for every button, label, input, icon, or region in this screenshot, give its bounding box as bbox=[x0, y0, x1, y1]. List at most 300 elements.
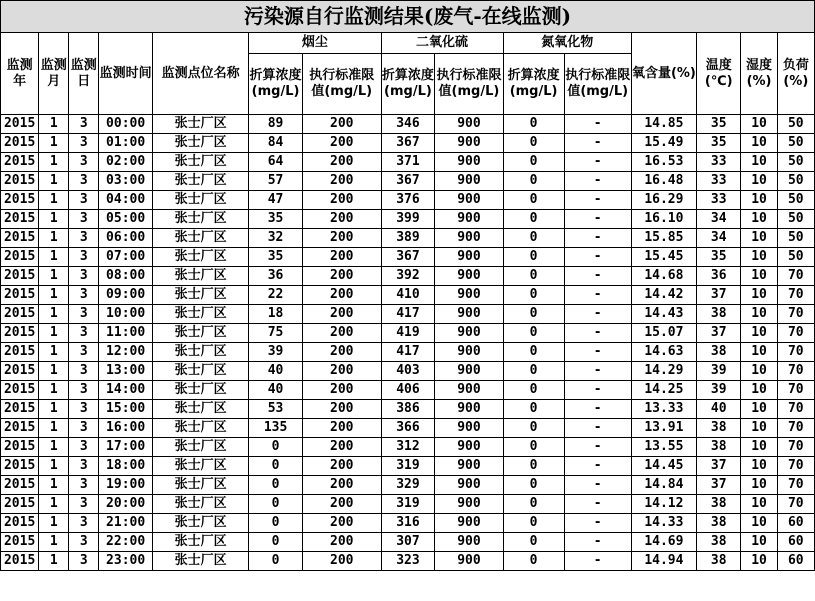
cell-so2-limit: 900 bbox=[435, 457, 503, 476]
cell-so2-limit: 900 bbox=[435, 438, 503, 457]
cell-site: 张士厂区 bbox=[153, 438, 249, 457]
cell-nox-limit: - bbox=[564, 438, 631, 457]
cell-time: 15:00 bbox=[99, 400, 153, 419]
cell-smoke-limit: 200 bbox=[302, 552, 381, 571]
cell-so2-conc: 319 bbox=[381, 495, 435, 514]
cell-time: 21:00 bbox=[99, 514, 153, 533]
cell-temp: 35 bbox=[696, 115, 740, 134]
cell-month: 1 bbox=[39, 495, 69, 514]
cell-time: 17:00 bbox=[99, 438, 153, 457]
cell-smoke-conc: 75 bbox=[249, 324, 303, 343]
table-row bbox=[1, 134, 815, 153]
cell-nox-limit: - bbox=[564, 381, 631, 400]
cell-time: 18:00 bbox=[99, 457, 153, 476]
cell-smoke-conc: 0 bbox=[249, 495, 303, 514]
cell-day: 3 bbox=[69, 343, 99, 362]
cell-load: 70 bbox=[777, 457, 814, 476]
table-row bbox=[1, 305, 815, 324]
cell-day: 3 bbox=[69, 362, 99, 381]
cell-time: 10:00 bbox=[99, 305, 153, 324]
cell-day: 3 bbox=[69, 495, 99, 514]
cell-nox-limit: - bbox=[564, 134, 631, 153]
header-month: 监测月 bbox=[39, 33, 69, 115]
cell-year: 2015 bbox=[1, 324, 39, 343]
cell-humidity: 10 bbox=[741, 286, 777, 305]
cell-site: 张士厂区 bbox=[153, 248, 249, 267]
cell-temp: 38 bbox=[696, 495, 740, 514]
cell-smoke-limit: 200 bbox=[302, 362, 381, 381]
monitoring-table bbox=[0, 32, 815, 571]
table-row bbox=[1, 438, 815, 457]
cell-month: 1 bbox=[39, 324, 69, 343]
cell-so2-limit: 900 bbox=[435, 248, 503, 267]
cell-so2-conc: 366 bbox=[381, 419, 435, 438]
cell-day: 3 bbox=[69, 210, 99, 229]
cell-smoke-limit: 200 bbox=[302, 457, 381, 476]
cell-site: 张士厂区 bbox=[153, 286, 249, 305]
cell-nox-conc: 0 bbox=[503, 324, 564, 343]
cell-time: 19:00 bbox=[99, 476, 153, 495]
cell-so2-limit: 900 bbox=[435, 229, 503, 248]
cell-temp: 38 bbox=[696, 419, 740, 438]
cell-smoke-limit: 200 bbox=[302, 324, 381, 343]
cell-time: 03:00 bbox=[99, 172, 153, 191]
header-humidity: 湿度(%) bbox=[741, 33, 777, 115]
cell-month: 1 bbox=[39, 419, 69, 438]
cell-site: 张士厂区 bbox=[153, 267, 249, 286]
cell-nox-limit: - bbox=[564, 229, 631, 248]
cell-time: 02:00 bbox=[99, 153, 153, 172]
cell-nox-limit: - bbox=[564, 514, 631, 533]
cell-nox-limit: - bbox=[564, 495, 631, 514]
cell-so2-conc: 417 bbox=[381, 305, 435, 324]
cell-nox-conc: 0 bbox=[503, 457, 564, 476]
header-smoke-conc: 折算浓度(mg/L) bbox=[249, 54, 303, 115]
cell-oxygen: 15.49 bbox=[631, 134, 696, 153]
cell-year: 2015 bbox=[1, 419, 39, 438]
cell-month: 1 bbox=[39, 514, 69, 533]
cell-year: 2015 bbox=[1, 457, 39, 476]
cell-site: 张士厂区 bbox=[153, 514, 249, 533]
cell-smoke-conc: 0 bbox=[249, 438, 303, 457]
cell-humidity: 10 bbox=[741, 267, 777, 286]
cell-so2-conc: 307 bbox=[381, 533, 435, 552]
cell-smoke-limit: 200 bbox=[302, 400, 381, 419]
cell-site: 张士厂区 bbox=[153, 381, 249, 400]
cell-time: 05:00 bbox=[99, 210, 153, 229]
cell-humidity: 10 bbox=[741, 495, 777, 514]
cell-month: 1 bbox=[39, 400, 69, 419]
cell-year: 2015 bbox=[1, 248, 39, 267]
cell-time: 13:00 bbox=[99, 362, 153, 381]
cell-nox-limit: - bbox=[564, 362, 631, 381]
cell-humidity: 10 bbox=[741, 210, 777, 229]
cell-day: 3 bbox=[69, 134, 99, 153]
cell-so2-conc: 329 bbox=[381, 476, 435, 495]
cell-month: 1 bbox=[39, 533, 69, 552]
cell-smoke-conc: 57 bbox=[249, 172, 303, 191]
cell-nox-conc: 0 bbox=[503, 400, 564, 419]
cell-year: 2015 bbox=[1, 172, 39, 191]
cell-month: 1 bbox=[39, 191, 69, 210]
cell-smoke-limit: 200 bbox=[302, 438, 381, 457]
cell-time: 04:00 bbox=[99, 191, 153, 210]
cell-nox-conc: 0 bbox=[503, 552, 564, 571]
table-row bbox=[1, 286, 815, 305]
table-row bbox=[1, 552, 815, 571]
cell-nox-conc: 0 bbox=[503, 419, 564, 438]
cell-temp: 33 bbox=[696, 172, 740, 191]
cell-nox-conc: 0 bbox=[503, 533, 564, 552]
cell-nox-conc: 0 bbox=[503, 115, 564, 134]
cell-smoke-limit: 200 bbox=[302, 229, 381, 248]
cell-load: 70 bbox=[777, 286, 814, 305]
cell-smoke-conc: 18 bbox=[249, 305, 303, 324]
cell-time: 01:00 bbox=[99, 134, 153, 153]
cell-load: 70 bbox=[777, 324, 814, 343]
cell-site: 张士厂区 bbox=[153, 419, 249, 438]
cell-oxygen: 14.85 bbox=[631, 115, 696, 134]
cell-site: 张士厂区 bbox=[153, 153, 249, 172]
cell-day: 3 bbox=[69, 514, 99, 533]
cell-smoke-limit: 200 bbox=[302, 381, 381, 400]
cell-temp: 38 bbox=[696, 552, 740, 571]
cell-oxygen: 14.29 bbox=[631, 362, 696, 381]
cell-smoke-limit: 200 bbox=[302, 305, 381, 324]
cell-smoke-conc: 89 bbox=[249, 115, 303, 134]
cell-load: 50 bbox=[777, 248, 814, 267]
cell-humidity: 10 bbox=[741, 343, 777, 362]
cell-humidity: 10 bbox=[741, 115, 777, 134]
cell-smoke-conc: 53 bbox=[249, 400, 303, 419]
cell-nox-limit: - bbox=[564, 324, 631, 343]
cell-nox-conc: 0 bbox=[503, 172, 564, 191]
cell-nox-conc: 0 bbox=[503, 343, 564, 362]
cell-time: 22:00 bbox=[99, 533, 153, 552]
cell-so2-conc: 367 bbox=[381, 172, 435, 191]
cell-smoke-limit: 200 bbox=[302, 210, 381, 229]
cell-year: 2015 bbox=[1, 343, 39, 362]
cell-nox-conc: 0 bbox=[503, 362, 564, 381]
cell-time: 12:00 bbox=[99, 343, 153, 362]
cell-day: 3 bbox=[69, 438, 99, 457]
cell-nox-limit: - bbox=[564, 457, 631, 476]
cell-year: 2015 bbox=[1, 533, 39, 552]
cell-day: 3 bbox=[69, 476, 99, 495]
cell-year: 2015 bbox=[1, 115, 39, 134]
cell-time: 11:00 bbox=[99, 324, 153, 343]
cell-year: 2015 bbox=[1, 400, 39, 419]
cell-year: 2015 bbox=[1, 210, 39, 229]
cell-so2-conc: 376 bbox=[381, 191, 435, 210]
cell-temp: 40 bbox=[696, 400, 740, 419]
cell-nox-conc: 0 bbox=[503, 191, 564, 210]
cell-oxygen: 15.45 bbox=[631, 248, 696, 267]
cell-site: 张士厂区 bbox=[153, 134, 249, 153]
cell-oxygen: 14.25 bbox=[631, 381, 696, 400]
cell-nox-conc: 0 bbox=[503, 305, 564, 324]
cell-humidity: 10 bbox=[741, 514, 777, 533]
cell-day: 3 bbox=[69, 419, 99, 438]
cell-load: 60 bbox=[777, 514, 814, 533]
cell-temp: 33 bbox=[696, 191, 740, 210]
cell-temp: 38 bbox=[696, 533, 740, 552]
header-load: 负荷(%) bbox=[777, 33, 814, 115]
cell-month: 1 bbox=[39, 115, 69, 134]
cell-nox-conc: 0 bbox=[503, 476, 564, 495]
table-row bbox=[1, 362, 815, 381]
cell-day: 3 bbox=[69, 286, 99, 305]
cell-nox-limit: - bbox=[564, 400, 631, 419]
cell-time: 00:00 bbox=[99, 115, 153, 134]
cell-site: 张士厂区 bbox=[153, 172, 249, 191]
cell-day: 3 bbox=[69, 381, 99, 400]
cell-smoke-limit: 200 bbox=[302, 514, 381, 533]
cell-smoke-limit: 200 bbox=[302, 476, 381, 495]
cell-time: 08:00 bbox=[99, 267, 153, 286]
table-row bbox=[1, 476, 815, 495]
header-nox: 氮氧化物 bbox=[503, 33, 631, 54]
cell-so2-limit: 900 bbox=[435, 191, 503, 210]
cell-day: 3 bbox=[69, 552, 99, 571]
cell-humidity: 10 bbox=[741, 153, 777, 172]
cell-smoke-limit: 200 bbox=[302, 191, 381, 210]
cell-load: 70 bbox=[777, 381, 814, 400]
cell-so2-limit: 900 bbox=[435, 362, 503, 381]
cell-so2-limit: 900 bbox=[435, 495, 503, 514]
cell-day: 3 bbox=[69, 533, 99, 552]
table-row bbox=[1, 324, 815, 343]
cell-time: 09:00 bbox=[99, 286, 153, 305]
cell-month: 1 bbox=[39, 476, 69, 495]
cell-day: 3 bbox=[69, 457, 99, 476]
cell-site: 张士厂区 bbox=[153, 552, 249, 571]
cell-temp: 34 bbox=[696, 210, 740, 229]
cell-nox-limit: - bbox=[564, 533, 631, 552]
cell-load: 50 bbox=[777, 210, 814, 229]
cell-year: 2015 bbox=[1, 438, 39, 457]
cell-oxygen: 16.48 bbox=[631, 172, 696, 191]
cell-site: 张士厂区 bbox=[153, 476, 249, 495]
cell-smoke-limit: 200 bbox=[302, 134, 381, 153]
cell-oxygen: 14.94 bbox=[631, 552, 696, 571]
cell-temp: 38 bbox=[696, 514, 740, 533]
cell-smoke-limit: 200 bbox=[302, 419, 381, 438]
cell-temp: 35 bbox=[696, 134, 740, 153]
cell-oxygen: 15.85 bbox=[631, 229, 696, 248]
cell-so2-limit: 900 bbox=[435, 267, 503, 286]
cell-nox-limit: - bbox=[564, 343, 631, 362]
cell-oxygen: 13.91 bbox=[631, 419, 696, 438]
cell-so2-limit: 900 bbox=[435, 134, 503, 153]
cell-oxygen: 14.68 bbox=[631, 267, 696, 286]
cell-site: 张士厂区 bbox=[153, 343, 249, 362]
cell-smoke-limit: 200 bbox=[302, 115, 381, 134]
cell-nox-limit: - bbox=[564, 210, 631, 229]
cell-load: 70 bbox=[777, 267, 814, 286]
cell-nox-limit: - bbox=[564, 286, 631, 305]
cell-oxygen: 16.10 bbox=[631, 210, 696, 229]
cell-smoke-limit: 200 bbox=[302, 533, 381, 552]
cell-oxygen: 13.55 bbox=[631, 438, 696, 457]
cell-month: 1 bbox=[39, 343, 69, 362]
cell-day: 3 bbox=[69, 229, 99, 248]
cell-site: 张士厂区 bbox=[153, 400, 249, 419]
cell-smoke-conc: 47 bbox=[249, 191, 303, 210]
header-nox-conc: 折算浓度(mg/L) bbox=[503, 54, 564, 115]
cell-so2-conc: 312 bbox=[381, 438, 435, 457]
cell-smoke-conc: 0 bbox=[249, 533, 303, 552]
cell-load: 60 bbox=[777, 533, 814, 552]
cell-day: 3 bbox=[69, 115, 99, 134]
cell-nox-conc: 0 bbox=[503, 210, 564, 229]
cell-oxygen: 14.69 bbox=[631, 533, 696, 552]
cell-smoke-limit: 200 bbox=[302, 172, 381, 191]
cell-so2-limit: 900 bbox=[435, 533, 503, 552]
cell-humidity: 10 bbox=[741, 172, 777, 191]
header-year: 监测年 bbox=[1, 33, 39, 115]
cell-so2-conc: 367 bbox=[381, 248, 435, 267]
cell-temp: 39 bbox=[696, 362, 740, 381]
cell-so2-conc: 346 bbox=[381, 115, 435, 134]
cell-nox-limit: - bbox=[564, 419, 631, 438]
cell-temp: 37 bbox=[696, 476, 740, 495]
cell-oxygen: 14.43 bbox=[631, 305, 696, 324]
cell-load: 50 bbox=[777, 153, 814, 172]
cell-so2-conc: 406 bbox=[381, 381, 435, 400]
cell-year: 2015 bbox=[1, 514, 39, 533]
cell-time: 23:00 bbox=[99, 552, 153, 571]
header-site: 监测点位名称 bbox=[153, 33, 249, 115]
cell-day: 3 bbox=[69, 191, 99, 210]
cell-load: 70 bbox=[777, 476, 814, 495]
cell-nox-limit: - bbox=[564, 305, 631, 324]
cell-load: 60 bbox=[777, 552, 814, 571]
cell-smoke-conc: 40 bbox=[249, 362, 303, 381]
cell-nox-limit: - bbox=[564, 153, 631, 172]
cell-month: 1 bbox=[39, 457, 69, 476]
cell-nox-limit: - bbox=[564, 552, 631, 571]
table-row bbox=[1, 267, 815, 286]
cell-year: 2015 bbox=[1, 153, 39, 172]
cell-oxygen: 14.84 bbox=[631, 476, 696, 495]
cell-month: 1 bbox=[39, 134, 69, 153]
cell-load: 70 bbox=[777, 362, 814, 381]
cell-temp: 38 bbox=[696, 305, 740, 324]
cell-year: 2015 bbox=[1, 267, 39, 286]
cell-temp: 37 bbox=[696, 286, 740, 305]
cell-humidity: 10 bbox=[741, 419, 777, 438]
cell-year: 2015 bbox=[1, 362, 39, 381]
cell-time: 14:00 bbox=[99, 381, 153, 400]
cell-load: 70 bbox=[777, 495, 814, 514]
header-so2-conc: 折算浓度(mg/L) bbox=[381, 54, 435, 115]
cell-month: 1 bbox=[39, 153, 69, 172]
cell-day: 3 bbox=[69, 324, 99, 343]
cell-oxygen: 16.53 bbox=[631, 153, 696, 172]
cell-day: 3 bbox=[69, 400, 99, 419]
cell-temp: 35 bbox=[696, 248, 740, 267]
cell-oxygen: 13.33 bbox=[631, 400, 696, 419]
cell-year: 2015 bbox=[1, 134, 39, 153]
cell-load: 70 bbox=[777, 305, 814, 324]
cell-oxygen: 14.33 bbox=[631, 514, 696, 533]
header-day: 监测日 bbox=[69, 33, 99, 115]
cell-nox-limit: - bbox=[564, 476, 631, 495]
cell-year: 2015 bbox=[1, 229, 39, 248]
cell-smoke-conc: 0 bbox=[249, 476, 303, 495]
cell-smoke-conc: 40 bbox=[249, 381, 303, 400]
cell-humidity: 10 bbox=[741, 134, 777, 153]
cell-load: 50 bbox=[777, 172, 814, 191]
cell-smoke-conc: 0 bbox=[249, 552, 303, 571]
cell-oxygen: 15.07 bbox=[631, 324, 696, 343]
table-row bbox=[1, 381, 815, 400]
cell-temp: 33 bbox=[696, 153, 740, 172]
cell-nox-conc: 0 bbox=[503, 229, 564, 248]
cell-humidity: 10 bbox=[741, 457, 777, 476]
header-oxygen: 氧含量(%) bbox=[631, 33, 696, 115]
cell-humidity: 10 bbox=[741, 438, 777, 457]
cell-load: 50 bbox=[777, 229, 814, 248]
cell-site: 张士厂区 bbox=[153, 457, 249, 476]
cell-site: 张士厂区 bbox=[153, 533, 249, 552]
cell-smoke-conc: 36 bbox=[249, 267, 303, 286]
cell-time: 16:00 bbox=[99, 419, 153, 438]
cell-nox-conc: 0 bbox=[503, 438, 564, 457]
cell-nox-conc: 0 bbox=[503, 267, 564, 286]
cell-nox-conc: 0 bbox=[503, 134, 564, 153]
table-row bbox=[1, 248, 815, 267]
cell-nox-conc: 0 bbox=[503, 495, 564, 514]
cell-year: 2015 bbox=[1, 191, 39, 210]
cell-nox-limit: - bbox=[564, 172, 631, 191]
cell-month: 1 bbox=[39, 305, 69, 324]
cell-humidity: 10 bbox=[741, 362, 777, 381]
cell-site: 张士厂区 bbox=[153, 495, 249, 514]
cell-temp: 37 bbox=[696, 457, 740, 476]
cell-month: 1 bbox=[39, 362, 69, 381]
cell-so2-limit: 900 bbox=[435, 400, 503, 419]
cell-smoke-conc: 0 bbox=[249, 457, 303, 476]
cell-smoke-limit: 200 bbox=[302, 153, 381, 172]
header-nox-limit: 执行标准限值(mg/L) bbox=[564, 54, 631, 115]
cell-so2-conc: 371 bbox=[381, 153, 435, 172]
cell-so2-limit: 900 bbox=[435, 343, 503, 362]
cell-month: 1 bbox=[39, 267, 69, 286]
cell-smoke-conc: 39 bbox=[249, 343, 303, 362]
cell-humidity: 10 bbox=[741, 400, 777, 419]
cell-humidity: 10 bbox=[741, 552, 777, 571]
cell-so2-limit: 900 bbox=[435, 514, 503, 533]
cell-so2-conc: 386 bbox=[381, 400, 435, 419]
cell-year: 2015 bbox=[1, 552, 39, 571]
cell-smoke-conc: 0 bbox=[249, 514, 303, 533]
cell-year: 2015 bbox=[1, 476, 39, 495]
cell-smoke-limit: 200 bbox=[302, 286, 381, 305]
cell-site: 张士厂区 bbox=[153, 362, 249, 381]
cell-nox-conc: 0 bbox=[503, 153, 564, 172]
cell-so2-limit: 900 bbox=[435, 476, 503, 495]
cell-year: 2015 bbox=[1, 286, 39, 305]
cell-so2-conc: 367 bbox=[381, 134, 435, 153]
cell-so2-conc: 316 bbox=[381, 514, 435, 533]
cell-site: 张士厂区 bbox=[153, 229, 249, 248]
header-temp: 温度(℃) bbox=[696, 33, 740, 115]
cell-load: 50 bbox=[777, 134, 814, 153]
table-row bbox=[1, 191, 815, 210]
cell-load: 50 bbox=[777, 115, 814, 134]
